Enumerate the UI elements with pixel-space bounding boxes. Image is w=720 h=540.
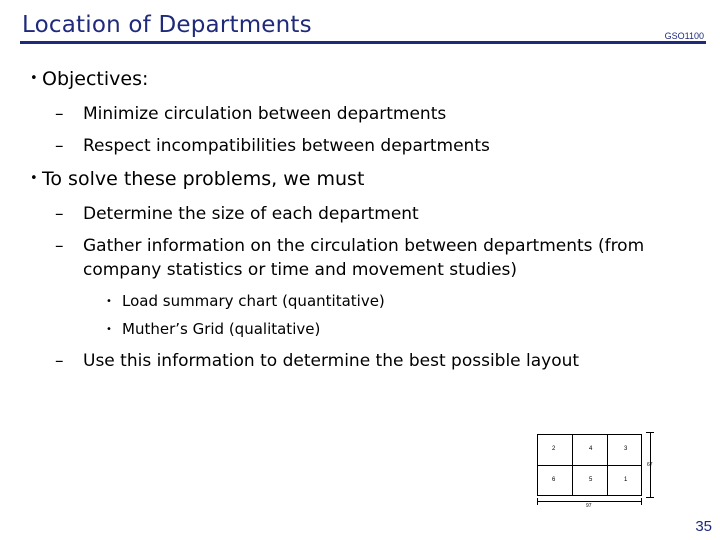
department-grid	[537, 434, 642, 496]
layout-diagram	[530, 428, 660, 510]
dash-marker: –	[55, 351, 64, 371]
bullet-marker: •	[30, 71, 38, 86]
bullet-marker: •	[30, 171, 38, 186]
bullet-text: Objectives:	[42, 68, 149, 90]
width-dimension-tick	[537, 498, 538, 505]
sub-bullet-text-line2: company statistics or time and movement studies)	[83, 260, 518, 280]
width-dimension-tick	[641, 498, 642, 505]
bullet-text: To solve these problems, we must	[42, 168, 365, 190]
dash-marker: –	[55, 136, 64, 156]
height-dimension-tick	[646, 432, 654, 433]
item-text: Load summary chart (quantitative)	[122, 292, 385, 310]
height-dimension-tick	[646, 497, 654, 498]
department-cell-label: 5	[589, 477, 593, 483]
sub-bullet-size	[55, 202, 703, 226]
sub-bullet-text: Respect incompatibilities between departments	[83, 136, 490, 156]
sub-bullet-text: Use this information to determine the best possible layout	[83, 351, 580, 371]
sub-bullet-minimize	[55, 102, 703, 126]
dot-marker: •	[106, 324, 112, 335]
width-dimension-line	[537, 501, 642, 502]
bullet-objectives	[30, 68, 148, 90]
sub-bullet-gather	[55, 234, 703, 282]
dash-marker: –	[55, 204, 64, 224]
sub-bullet-text: Minimize circulation between departments	[83, 104, 447, 124]
dash-marker: –	[55, 236, 64, 256]
sub-bullet-text: Determine the size of each department	[83, 204, 419, 224]
item-load-summary	[106, 292, 385, 310]
page-number: 35	[695, 518, 712, 535]
department-cell-label: 3	[624, 446, 628, 452]
item-muther-grid	[106, 320, 320, 338]
grid-divider	[538, 465, 641, 466]
item-text: Muther’s Grid (qualitative)	[122, 320, 321, 338]
height-dimension-label: 67	[647, 462, 653, 468]
sub-bullet-text-line1: Gather information on the circulation between departments (from	[83, 236, 645, 256]
dash-marker: –	[55, 104, 64, 124]
department-cell-label: 1	[624, 477, 628, 483]
department-cell-label: 2	[552, 446, 556, 452]
department-cell-label: 4	[589, 446, 593, 452]
bullet-solve	[30, 168, 364, 190]
width-dimension-label: 97	[586, 503, 592, 509]
dot-marker: •	[106, 296, 112, 307]
sub-bullet-respect	[55, 134, 703, 158]
sub-bullet-use-info	[55, 349, 703, 373]
slide-title: Location of Departments	[22, 12, 312, 38]
department-cell-label: 6	[552, 477, 556, 483]
course-code: GSO1100	[664, 31, 704, 41]
